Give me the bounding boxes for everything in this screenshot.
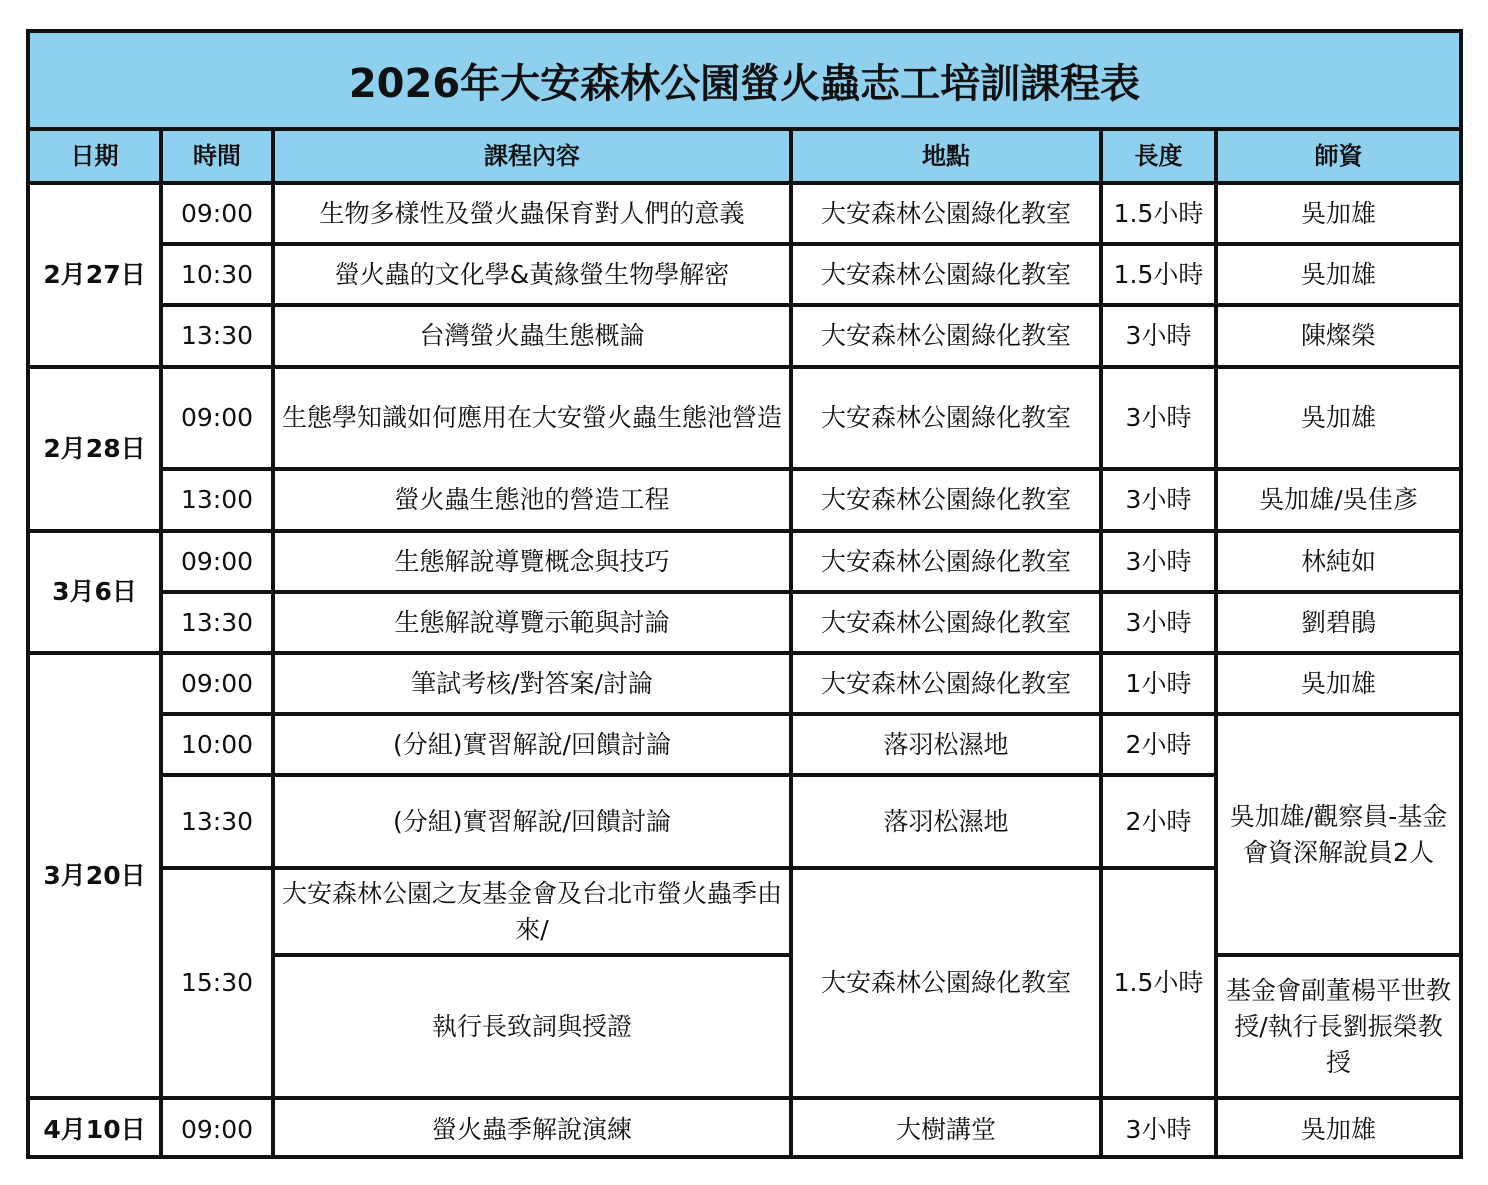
course-cell: 執行長致詞與授證 (273, 955, 791, 1098)
place-cell: 大安森林公園綠化教室 (791, 592, 1101, 653)
course-cell: 螢火蟲生態池的營造工程 (273, 469, 791, 531)
course-cell: (分組)實習解說/回饋討論 (273, 775, 791, 868)
length-cell: 1.5小時 (1101, 183, 1216, 244)
header-time: 時間 (161, 131, 273, 183)
place-cell: 落羽松濕地 (791, 714, 1101, 775)
length-cell: 1.5小時 (1101, 868, 1216, 1098)
header-row (30, 131, 1459, 183)
place-cell: 大安森林公園綠化教室 (791, 305, 1101, 367)
table-row (30, 1098, 1459, 1159)
table-row (30, 469, 1459, 531)
length-cell: 3小時 (1101, 1098, 1216, 1159)
time-cell: 13:30 (161, 305, 273, 367)
teacher-cell: 吳加雄 (1216, 653, 1459, 714)
time-cell: 13:30 (161, 775, 273, 868)
time-cell: 09:00 (161, 1098, 273, 1159)
date-cell: 3月20日 (30, 653, 161, 1098)
table-row (30, 531, 1459, 592)
course-cell: (分組)實習解說/回饋討論 (273, 714, 791, 775)
length-cell: 1小時 (1101, 653, 1216, 714)
place-cell: 大安森林公園綠化教室 (791, 868, 1101, 1098)
course-cell: 螢火蟲季解說演練 (273, 1098, 791, 1159)
length-cell: 3小時 (1101, 592, 1216, 653)
header-teacher: 師資 (1216, 131, 1459, 183)
teacher-cell: 陳燦榮 (1216, 305, 1459, 367)
time-cell: 10:30 (161, 244, 273, 305)
course-cell: 筆試考核/對答案/討論 (273, 653, 791, 714)
teacher-cell: 吳加雄/吳佳彥 (1216, 469, 1459, 531)
course-cell: 大安森林公園之友基金會及台北市螢火蟲季由來/ (273, 868, 791, 955)
place-cell: 大安森林公園綠化教室 (791, 367, 1101, 469)
length-cell: 1.5小時 (1101, 244, 1216, 305)
teacher-cell: 吳加雄 (1216, 367, 1459, 469)
table-row (30, 592, 1459, 653)
date-cell: 2月28日 (30, 367, 161, 531)
time-cell: 15:30 (161, 868, 273, 1098)
time-cell: 09:00 (161, 367, 273, 469)
schedule-table (30, 131, 1459, 1159)
place-cell: 落羽松濕地 (791, 775, 1101, 868)
teacher-cell: 吳加雄 (1216, 244, 1459, 305)
header-place: 地點 (791, 131, 1101, 183)
table-row (30, 244, 1459, 305)
length-cell: 2小時 (1101, 714, 1216, 775)
length-cell: 2小時 (1101, 775, 1216, 868)
time-cell: 13:30 (161, 592, 273, 653)
place-cell: 大安森林公園綠化教室 (791, 469, 1101, 531)
place-cell: 大安森林公園綠化教室 (791, 244, 1101, 305)
length-cell: 3小時 (1101, 367, 1216, 469)
course-cell: 螢火蟲的文化學&黃緣螢生物學解密 (273, 244, 791, 305)
table-row (30, 183, 1459, 244)
table-row (30, 653, 1459, 714)
date-cell: 3月6日 (30, 531, 161, 653)
table-row (30, 714, 1459, 775)
time-cell: 10:00 (161, 714, 273, 775)
date-cell: 2月27日 (30, 183, 161, 367)
page-title: 2026年大安森林公園螢火蟲志工培訓課程表 (30, 33, 1459, 131)
place-cell: 大安森林公園綠化教室 (791, 653, 1101, 714)
header-course: 課程內容 (273, 131, 791, 183)
place-cell: 大安森林公園綠化教室 (791, 531, 1101, 592)
time-cell: 09:00 (161, 531, 273, 592)
time-cell: 09:00 (161, 183, 273, 244)
time-cell: 09:00 (161, 653, 273, 714)
table-row (30, 305, 1459, 367)
header-length: 長度 (1101, 131, 1216, 183)
date-cell: 4月10日 (30, 1098, 161, 1159)
table-row (30, 367, 1459, 469)
teacher-cell: 基金會副董楊平世教授/執行長劉振榮教授 (1216, 955, 1459, 1098)
course-cell: 生態學知識如何應用在大安螢火蟲生態池營造 (273, 367, 791, 469)
teacher-cell: 吳加雄 (1216, 183, 1459, 244)
time-cell: 13:00 (161, 469, 273, 531)
place-cell: 大樹講堂 (791, 1098, 1101, 1159)
teacher-cell: 吳加雄/觀察員-基金會資深解說員2人 (1216, 714, 1459, 955)
course-cell: 生物多樣性及螢火蟲保育對人們的意義 (273, 183, 791, 244)
schedule-sheet (26, 29, 1463, 1159)
length-cell: 3小時 (1101, 531, 1216, 592)
header-date: 日期 (30, 131, 161, 183)
place-cell: 大安森林公園綠化教室 (791, 183, 1101, 244)
length-cell: 3小時 (1101, 469, 1216, 531)
teacher-cell: 吳加雄 (1216, 1098, 1459, 1159)
course-cell: 生態解說導覽概念與技巧 (273, 531, 791, 592)
teacher-cell: 劉碧鵑 (1216, 592, 1459, 653)
teacher-cell: 林純如 (1216, 531, 1459, 592)
course-cell: 生態解說導覽示範與討論 (273, 592, 791, 653)
course-cell: 台灣螢火蟲生態概論 (273, 305, 791, 367)
length-cell: 3小時 (1101, 305, 1216, 367)
